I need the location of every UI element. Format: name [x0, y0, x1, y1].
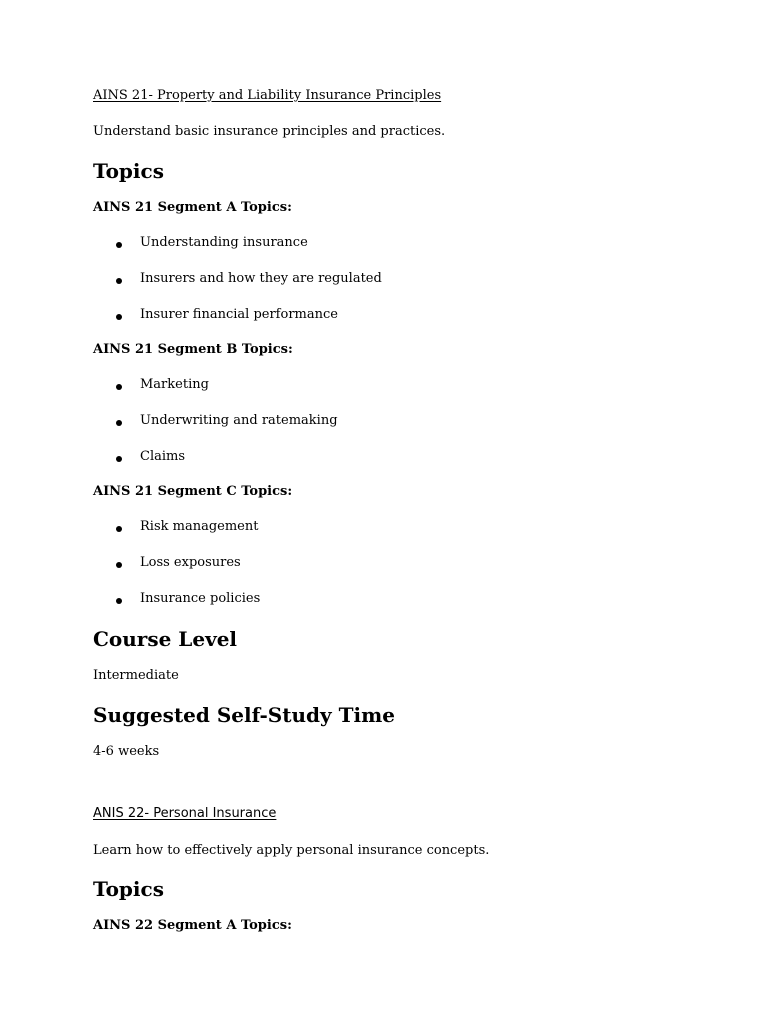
topics-heading: Topics — [93, 159, 164, 183]
segment-label: AINS 21 Segment A Topics: — [93, 200, 292, 215]
segment-label: AINS 22 Segment A Topics: — [93, 918, 292, 933]
bullet-icon — [116, 598, 122, 604]
list-item: Insurer financial performance — [116, 307, 314, 322]
course-description: Learn how to effectively apply personal insurance concepts. — [93, 843, 490, 858]
course-description: Understand basic insurance principles and practices. — [93, 124, 446, 139]
list-item: Understanding insurance — [116, 235, 284, 250]
list-item: Insurers and how they are regulated — [116, 271, 358, 286]
topics-heading: Topics — [93, 877, 164, 901]
course-title-ains21 — [93, 88, 441, 103]
segment-label: AINS 21 Segment B Topics: — [93, 342, 293, 357]
list-item: Underwriting and ratemaking — [116, 413, 314, 428]
list-item: Claims — [116, 449, 161, 464]
course-level-heading: Course Level — [93, 627, 238, 651]
study-time-heading: Suggested Self-Study Time — [93, 703, 395, 727]
bullet-icon — [116, 456, 122, 462]
bullet-icon — [116, 526, 122, 532]
list-item: Insurance policies — [116, 591, 236, 606]
course-code: AINS 21 — [93, 88, 149, 103]
bullet-icon — [116, 562, 122, 568]
bullet-icon — [116, 314, 122, 320]
bullet-icon — [116, 278, 122, 284]
list-item: Risk management — [116, 519, 234, 534]
bullet-icon — [116, 384, 122, 390]
study-time-value: 4-6 weeks — [93, 744, 160, 759]
course-title-anis22: ANIS 22- Personal Insurance — [93, 806, 277, 821]
list-item: Loss exposures — [116, 555, 217, 570]
course-level-value: Intermediate — [93, 668, 179, 683]
bullet-icon — [116, 242, 122, 248]
bullet-icon — [116, 420, 122, 426]
segment-label: AINS 21 Segment C Topics: — [93, 484, 293, 499]
list-item: Marketing — [116, 377, 185, 392]
course-title-text: - Property and Liability Insurance Principles — [148, 88, 442, 103]
